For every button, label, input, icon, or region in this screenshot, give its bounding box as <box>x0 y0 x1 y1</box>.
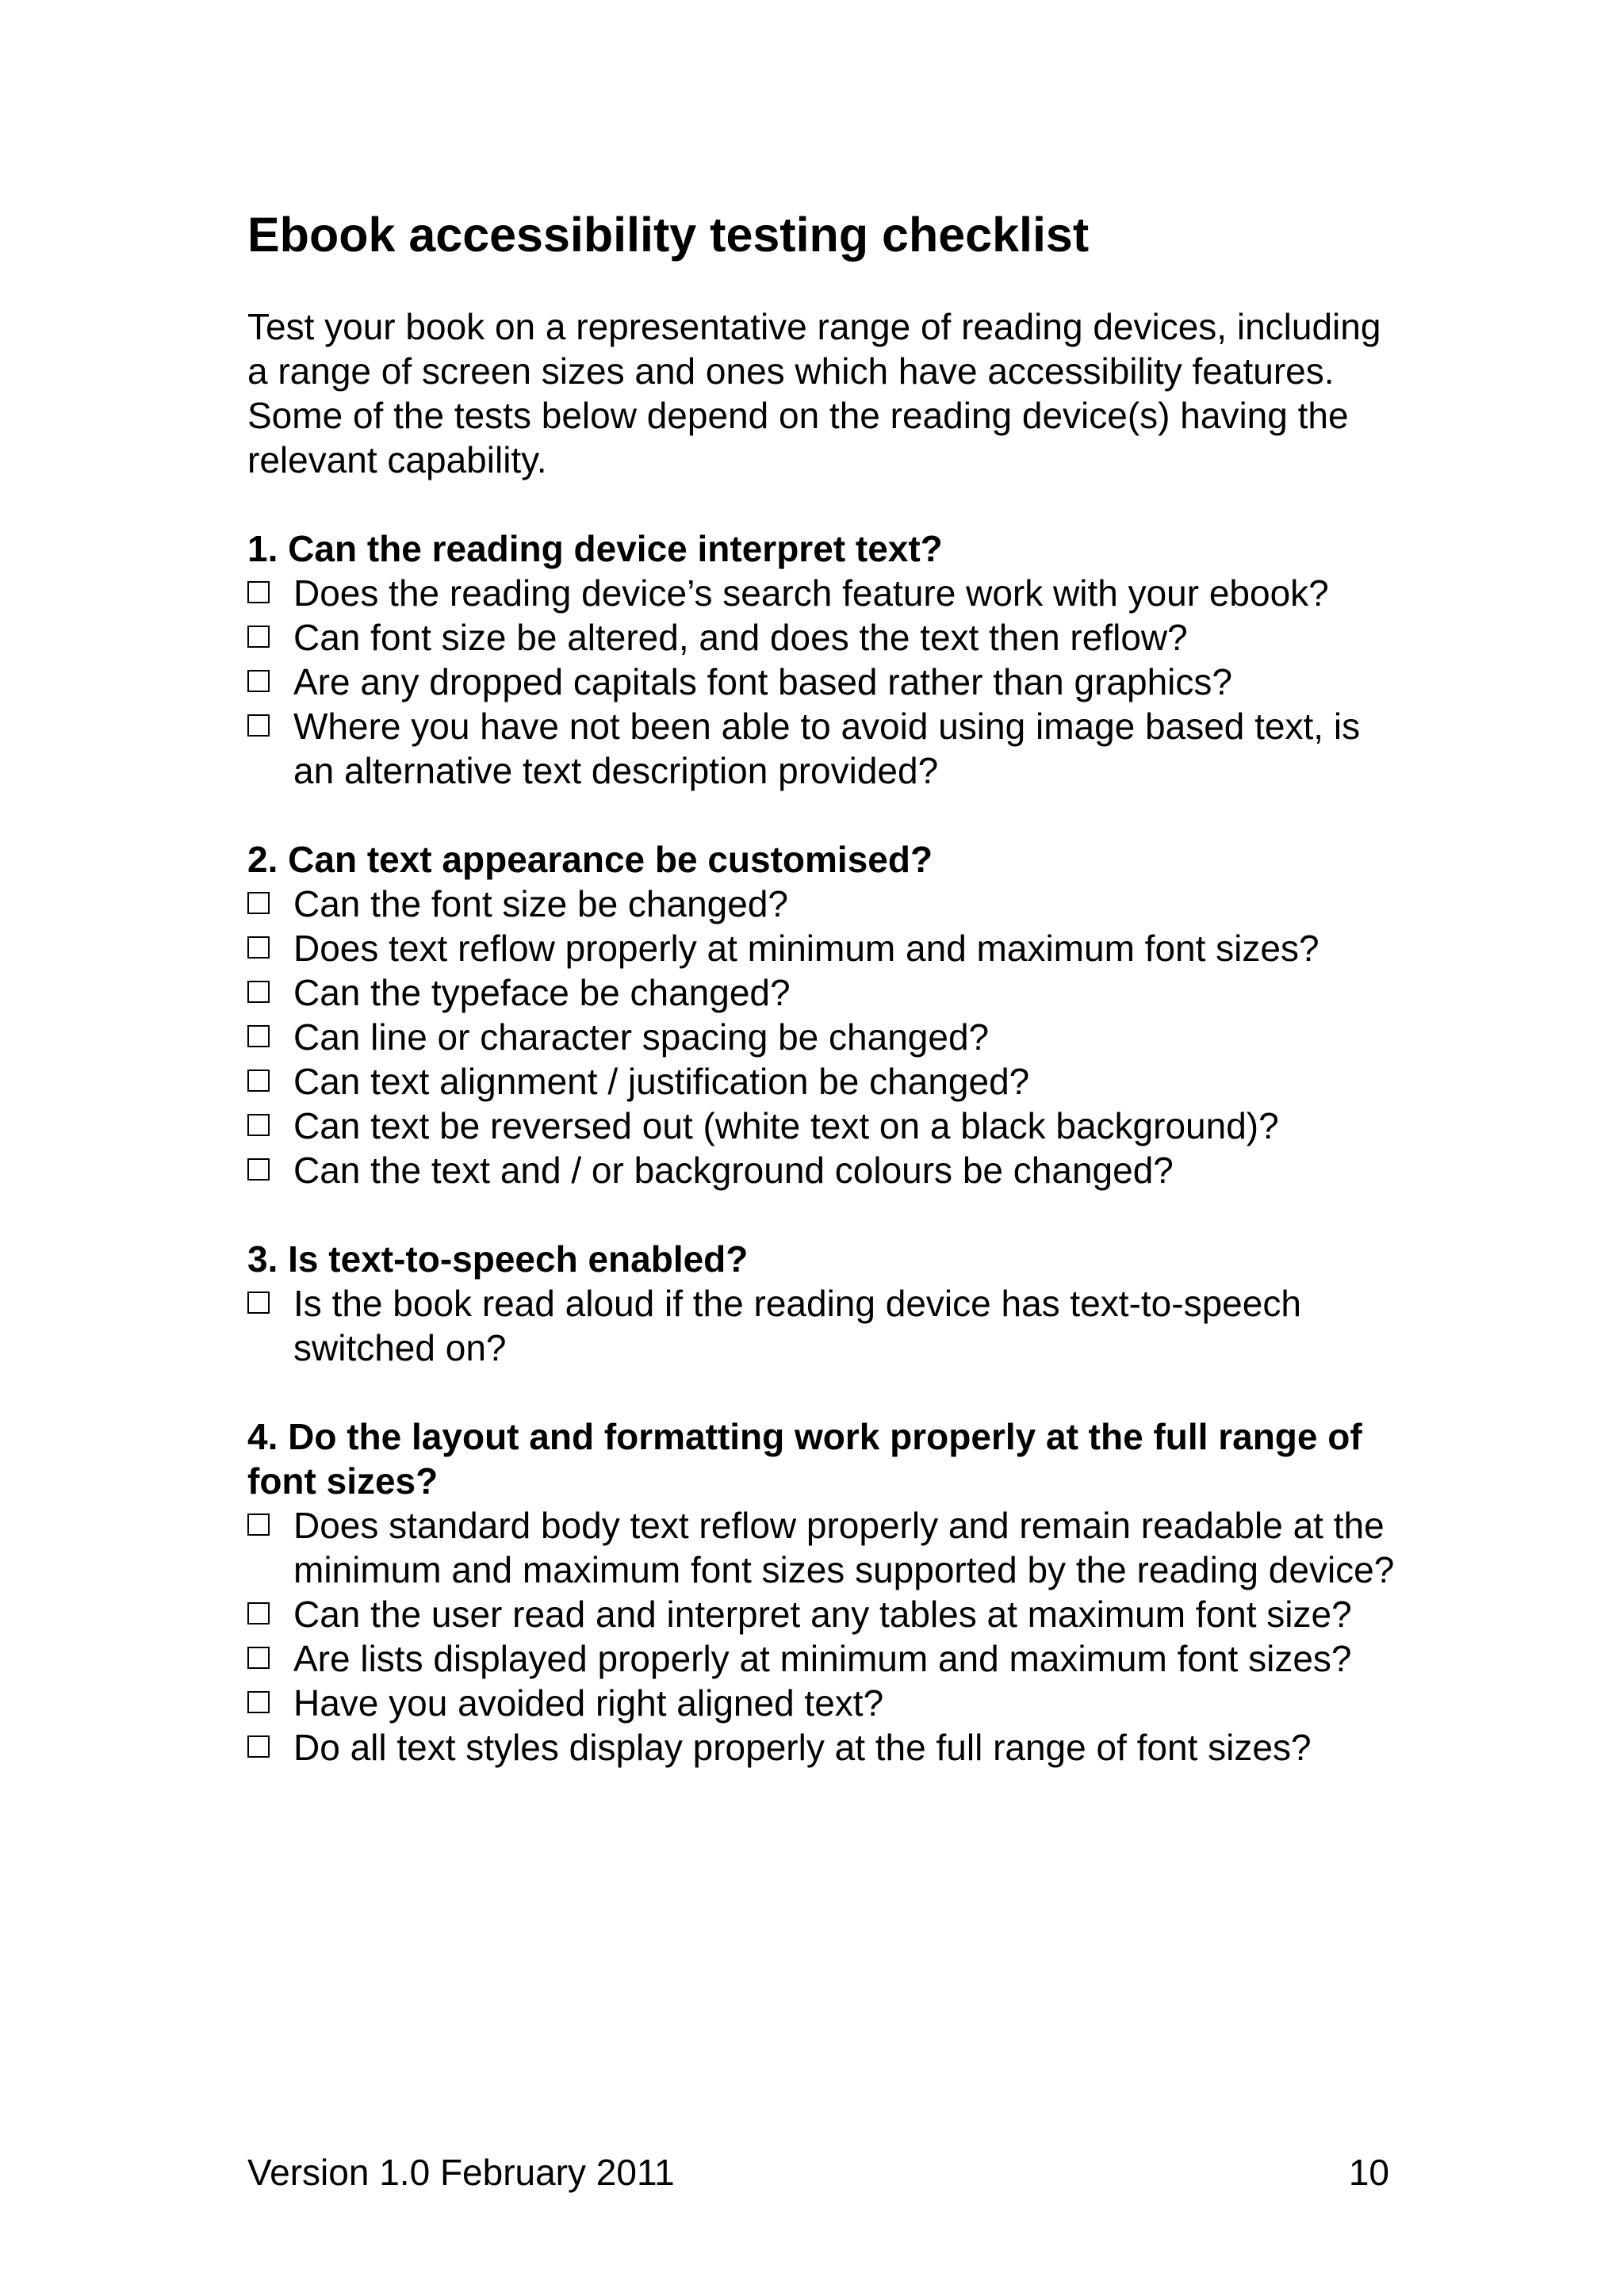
checkbox-icon[interactable] <box>247 1691 270 1713</box>
checkbox-icon[interactable] <box>247 1025 270 1047</box>
checklist-item-text: Are any dropped capitals font based rather than graphics? <box>293 661 1232 702</box>
checkbox-icon[interactable] <box>247 581 270 603</box>
checkbox-icon[interactable] <box>247 626 270 648</box>
checklist <box>247 882 1405 1192</box>
checklist-item <box>247 571 1405 615</box>
checklist-item-text: Do all text styles display properly at the full range of font sizes? <box>293 1727 1312 1768</box>
checklist <box>247 571 1405 793</box>
section-heading: 4. Do the layout and formatting work properly at the full range of font sizes? <box>247 1416 1362 1502</box>
checklist-item-text: Where you have not been able to avoid using image based text, is an alternative text description provided? <box>293 706 1361 791</box>
section-heading: 1. Can the reading device interpret text? <box>247 528 943 569</box>
checklist-section-4 <box>247 1414 1405 1770</box>
checklist-item-text: Can font size be altered, and does the text then reflow? <box>293 617 1188 658</box>
checklist-item-text: Does standard body text reflow properly and remain readable at the minimum and maximum font sizes supported by the reading device? <box>293 1505 1395 1590</box>
checkbox-icon[interactable] <box>247 936 270 959</box>
checklist-item <box>247 1281 1405 1370</box>
checklist-section-2 <box>247 837 1405 1192</box>
checklist-item <box>247 1636 1405 1681</box>
checklist-item-text: Does the reading device’s search feature work with your ebook? <box>293 572 1329 614</box>
checkbox-icon[interactable] <box>247 981 270 1003</box>
version-label: Version 1.0 February 2011 <box>247 2152 675 2193</box>
checklist-item-text: Does text reflow properly at minimum and maximum font sizes? <box>293 928 1320 969</box>
checklist-item-text: Can text alignment / justification be changed? <box>293 1061 1030 1102</box>
checklist-item <box>247 1015 1405 1059</box>
checkbox-icon[interactable] <box>247 1602 270 1624</box>
checklist-item-text: Is the book read aloud if the reading device has text-to-speech switched on? <box>293 1283 1301 1368</box>
checklist-item <box>247 1104 1405 1148</box>
checklist-item-text: Can text be reversed out (white text on a black background)? <box>293 1105 1279 1146</box>
section-heading: 3. Is text-to-speech enabled? <box>247 1238 749 1280</box>
checklist-section-1 <box>247 526 1405 793</box>
checklist-item <box>247 615 1405 660</box>
checklist <box>247 1281 1405 1370</box>
checklist <box>247 1503 1405 1770</box>
checklist-item-text: Can the user read and interpret any tables at maximum font size? <box>293 1594 1352 1635</box>
checkbox-icon[interactable] <box>247 1735 270 1758</box>
checklist-item <box>247 1503 1405 1592</box>
checklist-item <box>247 970 1405 1015</box>
checkbox-icon[interactable] <box>247 1114 270 1136</box>
checklist-item <box>247 1148 1405 1192</box>
page-footer <box>247 2150 1389 2195</box>
checklist-section-3 <box>247 1237 1405 1370</box>
checklist-item <box>247 704 1405 793</box>
page-number: 10 <box>1348 2152 1389 2193</box>
page-title: Ebook accessibility testing checklist <box>247 208 1090 262</box>
checklist-item-text: Have you avoided right aligned text? <box>293 1682 884 1724</box>
checkbox-icon[interactable] <box>247 1158 270 1181</box>
document-page <box>247 205 1405 1770</box>
intro-paragraph: Test your book on a representative range of reading devices, including a range of screen sizes and ones which have accessibility features. Some of the tests below depend on the reading device(s) having the relevant capability. <box>247 306 1381 480</box>
checkbox-icon[interactable] <box>247 1513 270 1536</box>
section-heading: 2. Can text appearance be customised? <box>247 839 933 880</box>
checklist-item <box>247 1681 1405 1725</box>
checkbox-icon[interactable] <box>247 1292 270 1314</box>
checkbox-icon[interactable] <box>247 1647 270 1669</box>
checklist-item <box>247 1592 1405 1636</box>
checkbox-icon[interactable] <box>247 1070 270 1092</box>
checklist-item-text: Can the font size be changed? <box>293 883 789 924</box>
checkbox-icon[interactable] <box>247 670 270 692</box>
checklist-item-text: Are lists displayed properly at minimum and maximum font sizes? <box>293 1638 1352 1679</box>
checklist-item <box>247 660 1405 704</box>
checklist-item <box>247 882 1405 926</box>
checklist-item-text: Can line or character spacing be changed? <box>293 1016 990 1058</box>
checklist-item <box>247 1059 1405 1104</box>
checklist-item <box>247 1725 1405 1770</box>
checklist-item-text: Can the text and / or background colours be changed? <box>293 1150 1174 1191</box>
checkbox-icon[interactable] <box>247 892 270 914</box>
checkbox-icon[interactable] <box>247 714 270 737</box>
checklist-item-text: Can the typeface be changed? <box>293 972 791 1013</box>
checklist-item <box>247 926 1405 970</box>
